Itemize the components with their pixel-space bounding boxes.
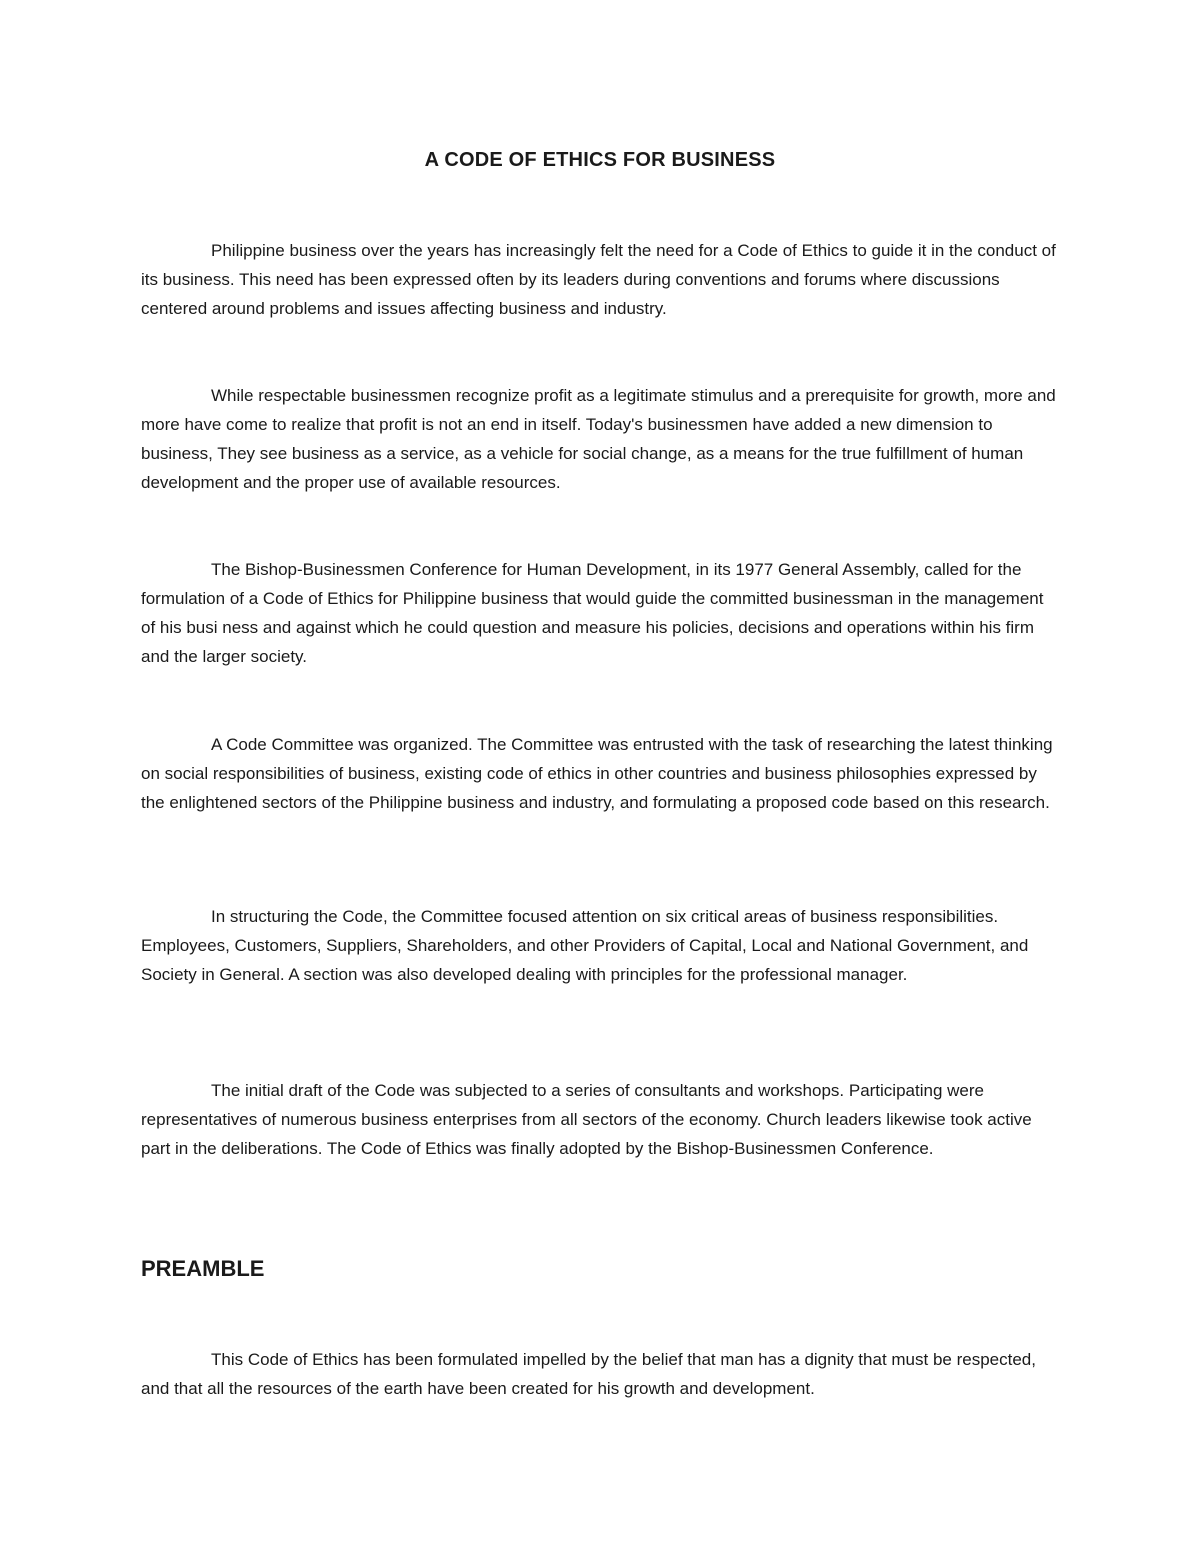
paragraph-initial-draft: The initial draft of the Code was subjected to a series of consultants and workshops. Participating were representatives of numerous business enterprises from all sectors of the economy. Church leaders likewise took active part in the deliberations. The Code of Ethics was finally adopted by the Bishop-Businessmen Conference. (141, 1081, 1032, 1158)
paragraph-bishop-conference: The Bishop-Businessmen Conference for Human Development, in its 1977 General Assembly, called for the formulation of a Code of Ethics for Philippine business that would guide the committed businessman in the management of his busi ness and against which he could question and measure his policies, decisions and operations within his firm and the larger society. (141, 560, 1044, 666)
preamble-heading: PREAMBLE (141, 1256, 265, 1281)
paragraph-code-committee: A Code Committee was organized. The Committee was entrusted with the task of researching the latest thinking on social responsibilities of business, existing code of ethics in other countries and business philosophies expressed by the enlightened sectors of the Philippine business and industry, and formulating a proposed code based on this research. (141, 735, 1053, 812)
paragraph-profit: While respectable businessmen recognize profit as a legitimate stimulus and a prerequisite for growth, more and more have come to realize that profit is not an end in itself. Today's businessmen have added a new dimension to business, They see business as a service, as a vehicle for social change, as a means for the true fulfillment of human development and the proper use of available resources. (141, 386, 1056, 492)
paragraph-introduction: Philippine business over the years has increasingly felt the need for a Code of Ethics to guide it in the conduct of its business. This need has been expressed often by its leaders during conventions and forums where discussions centered around problems and issues affecting business and industry. (141, 241, 1056, 318)
document-title: A CODE OF ETHICS FOR BUSINESS (424, 149, 776, 171)
preamble-paragraph: This Code of Ethics has been formulated impelled by the belief that man has a dignity that must be respected, and that all the resources of the earth have been created for his growth and development. (141, 1350, 1036, 1398)
paragraph-structuring: In structuring the Code, the Committee focused attention on six critical areas of business responsibilities. Employees, Customers, Suppliers, Shareholders, and other Providers of Capital, Local and National Government, and Society in General. A section was also developed dealing with principles for the professional manager. (141, 907, 1029, 984)
